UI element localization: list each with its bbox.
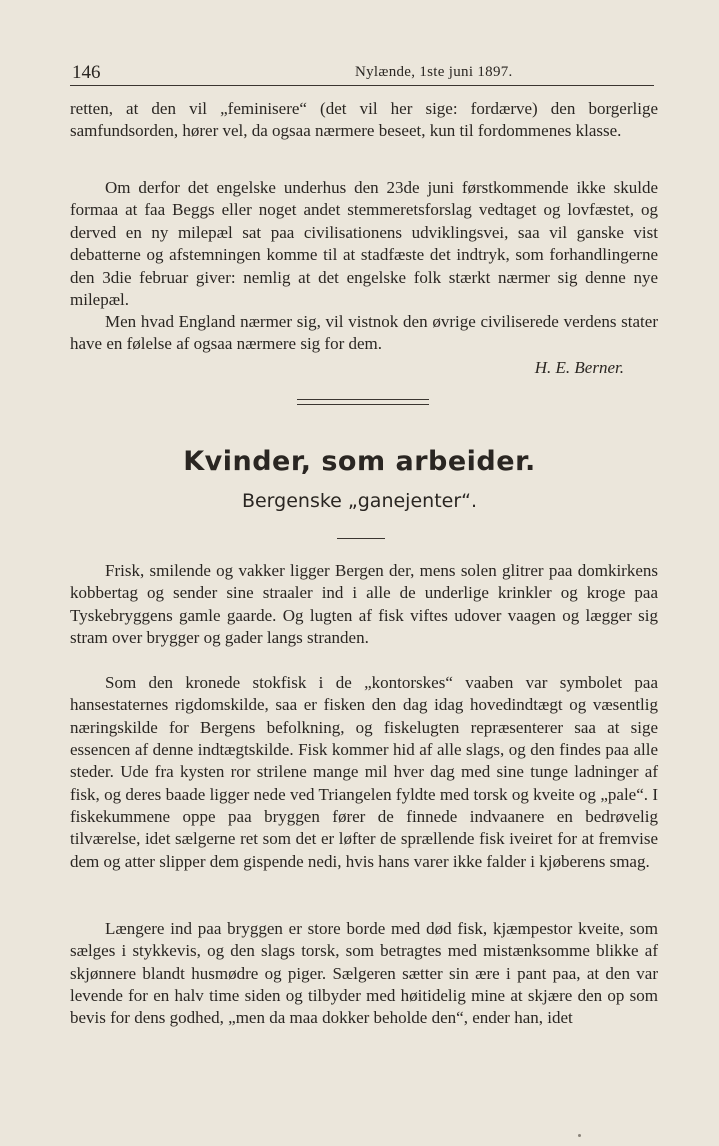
running-head <box>70 58 654 86</box>
page-number: 146 <box>72 62 101 83</box>
section-divider-bottom <box>297 404 429 405</box>
article1-paragraph-2: Om derfor det engelske underhus den 23de juni førstkommende ikke skulde formaa at faa Beggs eller noget andet stemmeretsforslag vedtaget og lovfæstet, og derved en ny milepæl sat paa civilisationens udviklingsvei, saa vil ganske vist debatterne og afstemningen komme til at stadfæste det indtryk, som forhandlingerne den 3die februar giver: nemlig at det engelske folk stærkt nærmer sig denne nye milepæl. <box>70 178 658 310</box>
section-divider-top <box>297 399 429 400</box>
article2-paragraph-3: Længere ind paa bryggen er store borde med død fisk, kjæmpestor kveite, som sælges i stykkevis, og den slags torsk, som betragtes med mistænksomme blikke af skjønnere blandt husmødre og piger. Sælgeren sætter sin ære i pant paa, at den var levende for en halv time siden og tilbyder med høitidelig mine at skjære den op som bevis for dens godhed, „men da maa dokker beholde den“, ender han, idet <box>70 919 658 1028</box>
article-title: Kvinder, som arbeider. <box>183 446 536 477</box>
page-speck <box>578 1134 581 1137</box>
article2-paragraph-1: Frisk, smilende og vakker ligger Bergen der, mens solen glitrer paa domkirkens kobbertag og sender sine straaler ind i alle de underlige krinkler og kroge paa Tyskebryggens gamle gaarde. Og lugten af fisk viftes udover vaagen og lægger sig stram over brygger og gader langs stranden. <box>70 561 658 648</box>
author-signature: H. E. Berner. <box>534 358 624 377</box>
article-subtitle: Bergenske „ganejenter“. <box>241 490 478 512</box>
header-rule <box>70 85 654 86</box>
article1-paragraph-1: retten, at den vil „feminisere“ (det vil her sige: fordærve) den borgerlige samfundsorden, hører vel, da ogsaa nærmere beseet, kun til fordommenes klasse. <box>70 99 658 141</box>
header-title: Nylænde, 1ste juni 1897. <box>355 64 513 80</box>
article1-paragraph-3: Men hvad England nærmer sig, vil vistnok den øvrige civiliserede verdens stater have en følelse af ogsaa nærmere sig for dem. <box>70 312 658 354</box>
article2-paragraph-2: Som den kronede stokfisk i de „kontorskes“ vaaben var symbolet paa hansestaternes rigdomskilde, saa er fisken den dag idag hovedindtægt og væsentlig næringskilde for Bergens befolkning, og fiskelugten repræsenterer saa at sige essencen af denne indtægtskilde. Fisk kommer hid af alle slags, og den findes paa alle steder. Ude fra kysten ror strilene mange mil hver dag med sine tunge ladninger af fisk, og deres baade ligger nede ved Triangelen fyldte med torsk og kveite og „pale“. I fiskekummene oppe paa bryggen fører de finnede indvaanere en bedrøvelig tilværelse, idet sælgerne ret som det er løfter de sprællende fisk iveiret for at fremvise dem og atter slipper dem gispende nedi, hvis hans varer ikke falder i kjøberens smag. <box>70 673 658 871</box>
subtitle-divider <box>337 538 385 539</box>
